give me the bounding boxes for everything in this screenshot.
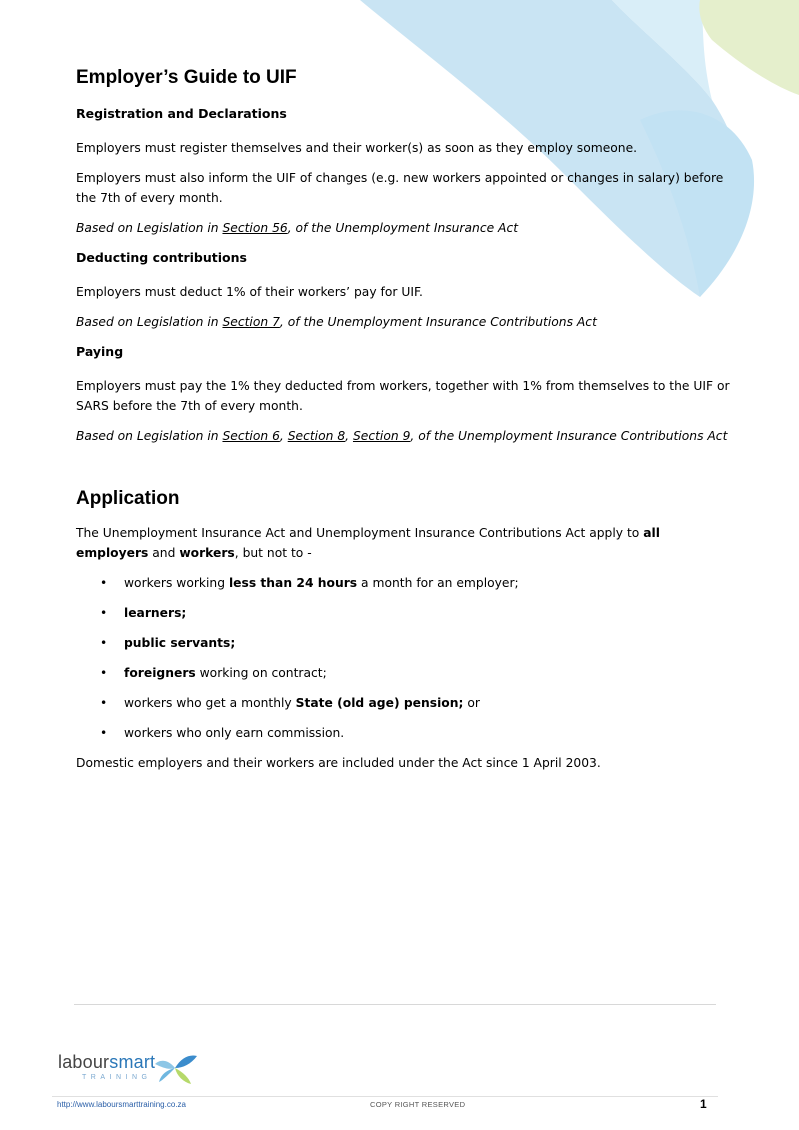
section-9-link[interactable]: Section 9	[352, 429, 411, 443]
citation-suffix: , of the Unemployment Insurance Contributions Act	[279, 315, 597, 329]
item-text: workers who get a monthly	[124, 696, 296, 710]
bullet-icon: •	[100, 666, 108, 680]
item-text: a month for an employer;	[357, 576, 519, 590]
website-link[interactable]: http://www.laboursmarttraining.co.za	[57, 1100, 186, 1109]
list-item	[76, 693, 736, 713]
intro-text: The Unemployment Insurance Act and Unemployment Insurance Contributions Act apply to	[76, 526, 644, 540]
intro-bold-workers: workers	[179, 546, 235, 560]
logo-word-labour: labour	[58, 1052, 110, 1072]
intro-bold-employers: all employers	[76, 526, 660, 560]
item-text: workers who only earn commission.	[124, 726, 345, 740]
section-56-link[interactable]: Section 56	[222, 221, 288, 235]
page-number: 1	[700, 1097, 707, 1111]
intro-text: , but not to -	[234, 546, 312, 560]
page-title: Employer’s Guide to UIF	[76, 67, 297, 88]
bullet-icon: •	[100, 576, 108, 590]
registration-citation	[76, 218, 736, 238]
item-bold-text: foreigners	[124, 666, 196, 680]
application-intro	[76, 523, 736, 563]
section-8-link[interactable]: Section 8	[287, 429, 346, 443]
bullet-icon: •	[100, 726, 108, 740]
deducting-citation	[76, 312, 736, 332]
item-bold-text: public servants;	[124, 636, 236, 650]
paying-paragraph: Employers must pay the 1% they deducted from workers, together with 1% from themselves to the UIF or SARS before the 7th of every month.	[76, 379, 730, 413]
citation-prefix: Based on Legislation in	[76, 429, 223, 443]
item-text: workers working	[124, 576, 229, 590]
bullet-icon: •	[100, 636, 108, 650]
closing-paragraph: Domestic employers and their workers are included under the Act since 1 April 2003.	[76, 756, 601, 770]
paying-citation	[76, 426, 736, 446]
citation-suffix: , of the Unemployment Insurance Act	[287, 221, 519, 235]
citation-prefix: Based on Legislation in	[76, 315, 223, 329]
intro-text: and	[148, 546, 180, 560]
section-7-link[interactable]: Section 7	[222, 315, 280, 329]
list-item	[76, 573, 736, 593]
footer-divider	[74, 1004, 716, 1005]
section-6-link[interactable]: Section 6	[222, 429, 280, 443]
copyright-notice: COPY RIGHT RESERVED	[370, 1100, 466, 1109]
list-item	[76, 723, 736, 743]
logo-pinwheel-icon	[153, 1052, 199, 1086]
footer-bottom-divider	[52, 1096, 718, 1097]
citation-suffix: , of the Unemployment Insurance Contributions Act	[410, 429, 728, 443]
citation-prefix: Based on Legislation in	[76, 221, 223, 235]
citation-separator: ,	[345, 429, 353, 443]
list-item	[76, 603, 736, 623]
list-item	[76, 663, 736, 683]
application-heading: Application	[76, 488, 180, 509]
item-bold-text: State (old age) pension;	[295, 696, 464, 710]
section-heading-registration: Registration and Declarations	[76, 106, 287, 121]
list-item	[76, 633, 736, 653]
bullet-icon: •	[100, 696, 108, 710]
logo-word-smart: smart	[109, 1052, 156, 1072]
section-heading-deducting: Deducting contributions	[76, 250, 247, 265]
item-bold-text: less than 24 hours	[228, 576, 358, 590]
exclusions-list	[76, 573, 736, 743]
registration-paragraph-1: Employers must register themselves and their worker(s) as soon as they employ someone.	[76, 141, 638, 155]
registration-paragraph-2: Employers must also inform the UIF of changes (e.g. new workers appointed or changes in salary) before the 7th of every month.	[76, 171, 724, 205]
item-bold-text: learners;	[124, 606, 187, 620]
deducting-paragraph: Employers must deduct 1% of their workers’ pay for UIF.	[76, 285, 423, 299]
bullet-icon: •	[100, 606, 108, 620]
logo-wordmark	[58, 1052, 155, 1073]
citation-separator: ,	[279, 429, 288, 443]
item-text: working on contract;	[195, 666, 327, 680]
section-heading-paying: Paying	[76, 344, 124, 359]
logo-subtitle: TRAINING	[82, 1074, 152, 1081]
item-text: or	[463, 696, 480, 710]
document-body	[76, 66, 736, 783]
